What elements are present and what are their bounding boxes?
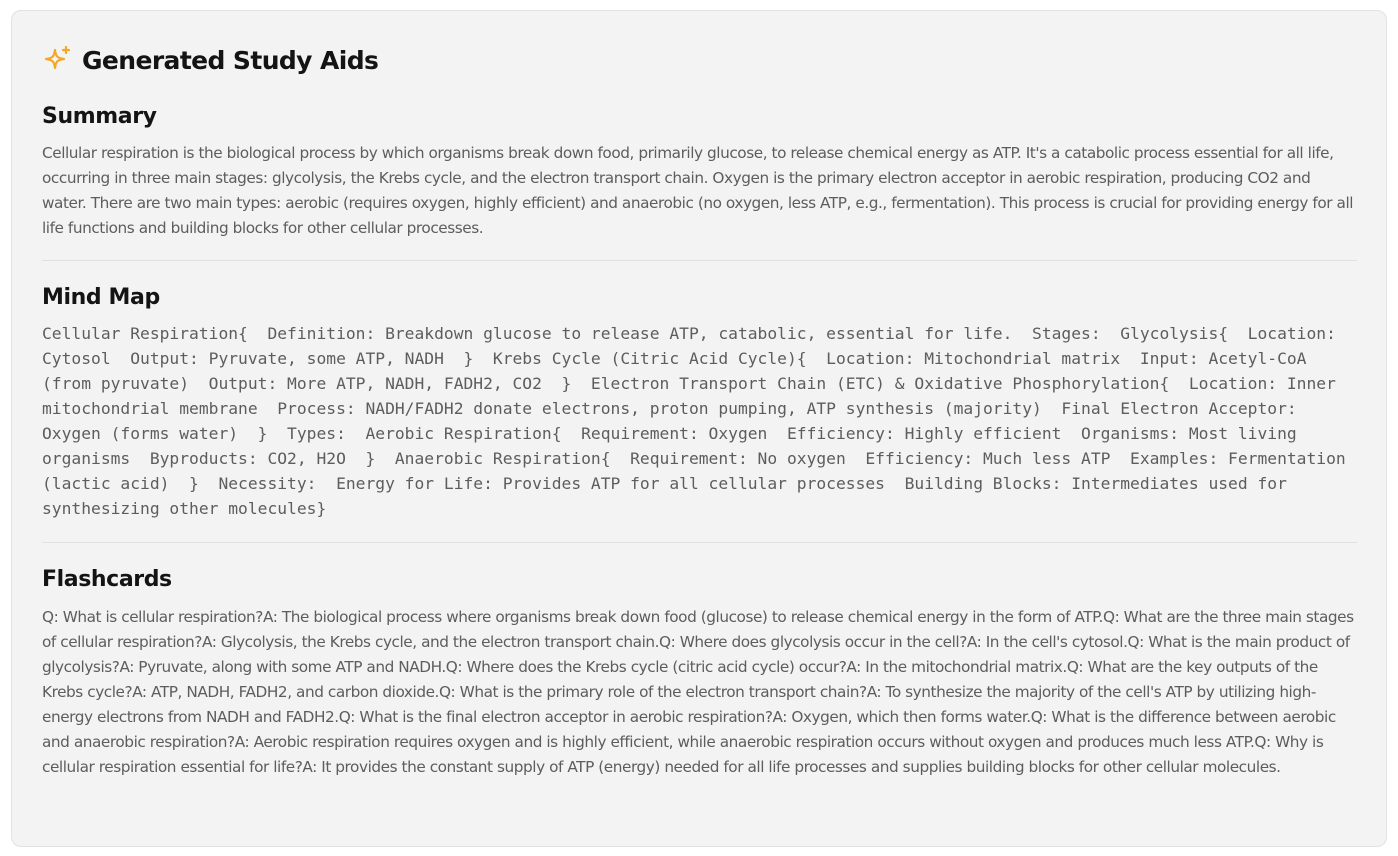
panel-header (42, 40, 1357, 80)
section-divider (42, 542, 1357, 543)
panel-title: Generated Study Aids (82, 45, 379, 75)
mind-map-heading: Mind Map (42, 285, 160, 310)
mind-map-text: Cellular Respiration{ Definition: Breakdown glucose to release ATP, catabolic, essential for life. Stages: Glycolysis{ Location: Cytosol Output: Pyruvate, some ATP, NADH } Krebs Cycle (Citric Acid Cycle){ Location: Mitochondrial matrix Input: Acetyl-CoA (from pyruvate) Output: More ATP, NADH, FADH2, CO2 } Electron Transport Chain (ETC) & Oxidative Phosphorylation{ Location: Inner mitochondrial membrane Process: NADH/FADH2 donate electrons, proton pumping, ATP synthesis (majority) Final Electron Acceptor: Oxygen (forms water) } Types: Aerobic Respiration{ Requirement: Oxygen Efficiency: Highly efficient Organisms: Most living organisms Byproducts: CO2, H2O } Anaerobic Respiration{ Requirement: No oxygen Efficiency: Much less ATP Examples: Fermentation (lactic acid) } Necessity: Energy for Life: Provides ATP for all cellular processes Building Blocks: Intermediates used for synthesizing other molecules} (42, 324, 1356, 518)
sparkle-icon (42, 44, 74, 76)
summary-text: Cellular respiration is the biological process by which organisms break down food, primarily glucose, to release chemical energy as ATP. It's a catabolic process essential for all life, occurring in three main stages: glycolysis, the Krebs cycle, and the electron transport chain. Oxygen is the primary electron acceptor in aerobic respiration, producing CO2 and water. There are two main types: aerobic (requires oxygen, highly efficient) and anaerobic (no oxygen, less ATP, e.g., fermentation). This process is crucial for providing energy for all life functions and building blocks for other cellular processes. (42, 144, 1354, 237)
section-divider (42, 260, 1357, 261)
flashcards-heading: Flashcards (42, 567, 172, 592)
flashcards-text: Q: What is cellular respiration?A: The biological process where organisms break down food (glucose) to release chemical energy in the form of ATP.Q: What are the three main stages of cellular respiration?A: Glycolysis, the Krebs cycle, and the electron transport chain.Q: Where does glycolysis occur in the cell?A: In the cell's cytosol.Q: What is the main product of glycolysis?A: Pyruvate, along with some ATP and NADH.Q: Where does the Krebs cycle (citric acid cycle) occur?A: In the mitochondrial matrix.Q: What are the key outputs of the Krebs cycle?A: ATP, NADH, FADH2, and carbon dioxide.Q: What is the primary role of the electron transport chain?A: To synthesize the majority of the cell's ATP by utilizing high-energy electrons from NADH and FADH2.Q: What is the final electron acceptor in aerobic respiration?A: Oxygen, which then forms water.Q: What is the difference between aerobic and anaerobic respiration?A: Aerobic respiration requires oxygen and is highly efficient, while anaerobic respiration occurs without oxygen and produces much less ATP.Q: Why is cellular respiration essential for life?A: It provides the constant supply of ATP (energy) needed for all life processes and supplies building blocks for other cellular molecules. (42, 608, 1354, 776)
study-aids-panel (11, 10, 1387, 847)
summary-heading: Summary (42, 104, 157, 129)
